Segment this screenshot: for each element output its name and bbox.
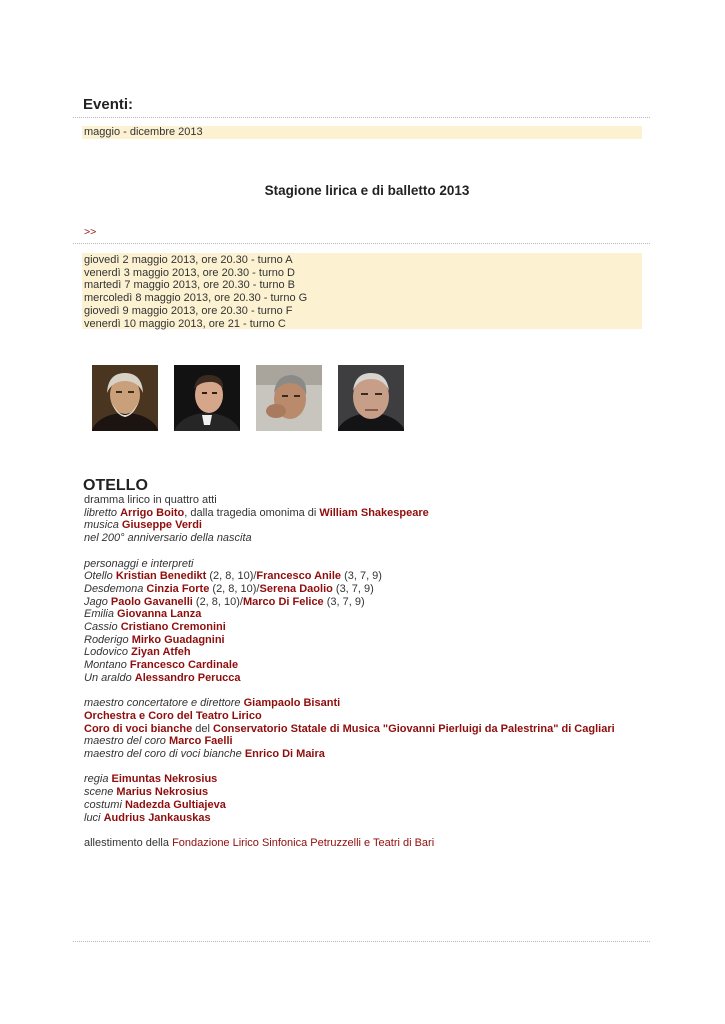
chorus-master: Marco Faelli bbox=[169, 735, 233, 748]
staging-line bbox=[84, 837, 684, 850]
period-band bbox=[82, 126, 642, 139]
cast-heading: personaggi e interpreti bbox=[84, 557, 194, 570]
performer: Mirko Guadagnini bbox=[131, 633, 225, 646]
children-master-label: maestro del coro di voci bianche bbox=[84, 748, 242, 761]
regia-label: regia bbox=[84, 773, 109, 786]
portrait-photo-4 bbox=[338, 365, 404, 431]
lighting-designer: Audrius Jankauskas bbox=[103, 811, 211, 824]
children-choir-line bbox=[84, 723, 684, 736]
performer: Kristian Benedikt bbox=[115, 570, 207, 583]
events-heading: Eventi: bbox=[83, 96, 134, 113]
role-name: Lodovico bbox=[84, 646, 129, 659]
conservatory: Conservatorio Statale di Musica "Giovanni Pierluigi da Palestrina" di Cagliari bbox=[213, 722, 615, 735]
role-name: Cassio bbox=[84, 621, 118, 634]
divider bbox=[73, 243, 650, 244]
performer: Cristiano Cremonini bbox=[120, 621, 226, 634]
performer: Paolo Gavanelli bbox=[110, 595, 193, 608]
performer: Francesco Anile bbox=[256, 570, 341, 583]
period-text: maggio - dicembre 2013 bbox=[84, 126, 203, 138]
more-link[interactable]: >> bbox=[84, 226, 97, 238]
cast-row bbox=[84, 672, 684, 685]
performer: Francesco Cardinale bbox=[129, 659, 239, 672]
opera-details bbox=[84, 494, 684, 850]
costumi-line bbox=[84, 799, 684, 812]
portrait-photo-2 bbox=[174, 365, 240, 431]
role-name: Jago bbox=[84, 595, 108, 608]
date-line: giovedì 2 maggio 2013, ore 20.30 - turno A bbox=[84, 254, 293, 266]
cast-row bbox=[84, 583, 684, 596]
staging-prefix: allestimento della bbox=[84, 836, 169, 849]
libretto-label: libretto bbox=[84, 506, 118, 519]
footer-divider bbox=[73, 941, 650, 942]
anniversary-note: nel 200° anniversario della nascita bbox=[84, 532, 252, 545]
cast-row bbox=[84, 621, 684, 634]
costumi-label: costumi bbox=[84, 798, 122, 811]
librettist: Arrigo Boito bbox=[120, 506, 185, 519]
date-line: martedì 7 maggio 2013, ore 20.30 - turno B bbox=[84, 279, 295, 292]
chorus-master-label: maestro del coro bbox=[84, 735, 166, 748]
date-line: venerdì 3 maggio 2013, ore 20.30 - turno D bbox=[84, 266, 295, 279]
luci-label: luci bbox=[84, 811, 101, 824]
director: Eimuntas Nekrosius bbox=[111, 773, 218, 786]
role-name: Otello bbox=[84, 570, 113, 583]
role-name: Desdemona bbox=[84, 582, 144, 595]
source-author: William Shakespeare bbox=[319, 506, 429, 519]
performer: Serena Daolio bbox=[259, 582, 333, 595]
music-label: musica bbox=[84, 519, 119, 532]
scene-line bbox=[84, 786, 684, 799]
divider bbox=[73, 117, 650, 118]
performance-dates: (2, 8, 10)/ bbox=[209, 570, 257, 583]
portrait-photo-3 bbox=[256, 365, 322, 431]
luci-line bbox=[84, 812, 684, 825]
cast-row bbox=[84, 596, 684, 609]
chorus-master-line bbox=[84, 735, 684, 748]
performer: Cinzia Forte bbox=[146, 582, 210, 595]
performance-dates: (3, 7, 9) bbox=[335, 582, 374, 595]
performance-dates: (3, 7, 9) bbox=[344, 570, 382, 583]
dates-band bbox=[82, 253, 642, 329]
scene-label: scene bbox=[84, 786, 114, 799]
role-name: Montano bbox=[84, 659, 127, 672]
staging-link[interactable]: Fondazione Lirico Sinfonica Petruzzelli e Teatri di Bari bbox=[172, 836, 435, 849]
conductor-label: maestro concertatore e direttore bbox=[84, 697, 241, 710]
role-name: Un araldo bbox=[84, 671, 132, 684]
performance-dates: (2, 8, 10)/ bbox=[212, 582, 260, 595]
performer: Marco Di Felice bbox=[242, 595, 324, 608]
date-line: venerdì 10 maggio 2013, ore 21 - turno C bbox=[84, 317, 286, 330]
performer: Ziyan Atfeh bbox=[131, 646, 191, 659]
regia-line bbox=[84, 773, 684, 786]
music-line bbox=[84, 519, 684, 532]
conductor-line bbox=[84, 697, 684, 710]
orchestra: Orchestra e Coro del Teatro Lirico bbox=[84, 709, 262, 722]
date-line: giovedì 9 maggio 2013, ore 20.30 - turno F bbox=[84, 304, 293, 317]
opera-title: OTELLO bbox=[83, 477, 148, 494]
libretto-mid: , dalla tragedia omonima di bbox=[184, 506, 317, 519]
season-title: Stagione lirica e di balletto 2013 bbox=[264, 183, 470, 198]
portrait-photo-1 bbox=[92, 365, 158, 431]
cast-row bbox=[84, 659, 684, 672]
performer: Alessandro Perucca bbox=[134, 671, 241, 684]
cast-row bbox=[84, 646, 684, 659]
role-name: Emilia bbox=[84, 608, 114, 621]
composer: Giuseppe Verdi bbox=[121, 519, 202, 532]
set-designer: Marius Nekrosius bbox=[116, 786, 209, 799]
performance-dates: (2, 8, 10)/ bbox=[195, 595, 243, 608]
libretto-line bbox=[84, 507, 684, 520]
cast-row bbox=[84, 570, 684, 583]
cast-row bbox=[84, 608, 684, 621]
children-choir: Coro di voci bianche bbox=[84, 722, 193, 735]
role-name: Roderigo bbox=[84, 633, 129, 646]
performer: Giovanna Lanza bbox=[117, 608, 202, 621]
children-choir-mid: del bbox=[195, 722, 210, 735]
conductor: Giampaolo Bisanti bbox=[243, 697, 341, 710]
cast-row bbox=[84, 634, 684, 647]
costume-designer: Nadezda Gultiajeva bbox=[124, 798, 226, 811]
performance-dates: (3, 7, 9) bbox=[326, 595, 365, 608]
children-master: Enrico Di Maira bbox=[244, 748, 325, 761]
opera-subtitle: dramma lirico in quattro atti bbox=[84, 494, 217, 506]
date-line: mercoledì 8 maggio 2013, ore 20.30 - turno G bbox=[84, 292, 308, 305]
children-master-line bbox=[84, 748, 684, 761]
